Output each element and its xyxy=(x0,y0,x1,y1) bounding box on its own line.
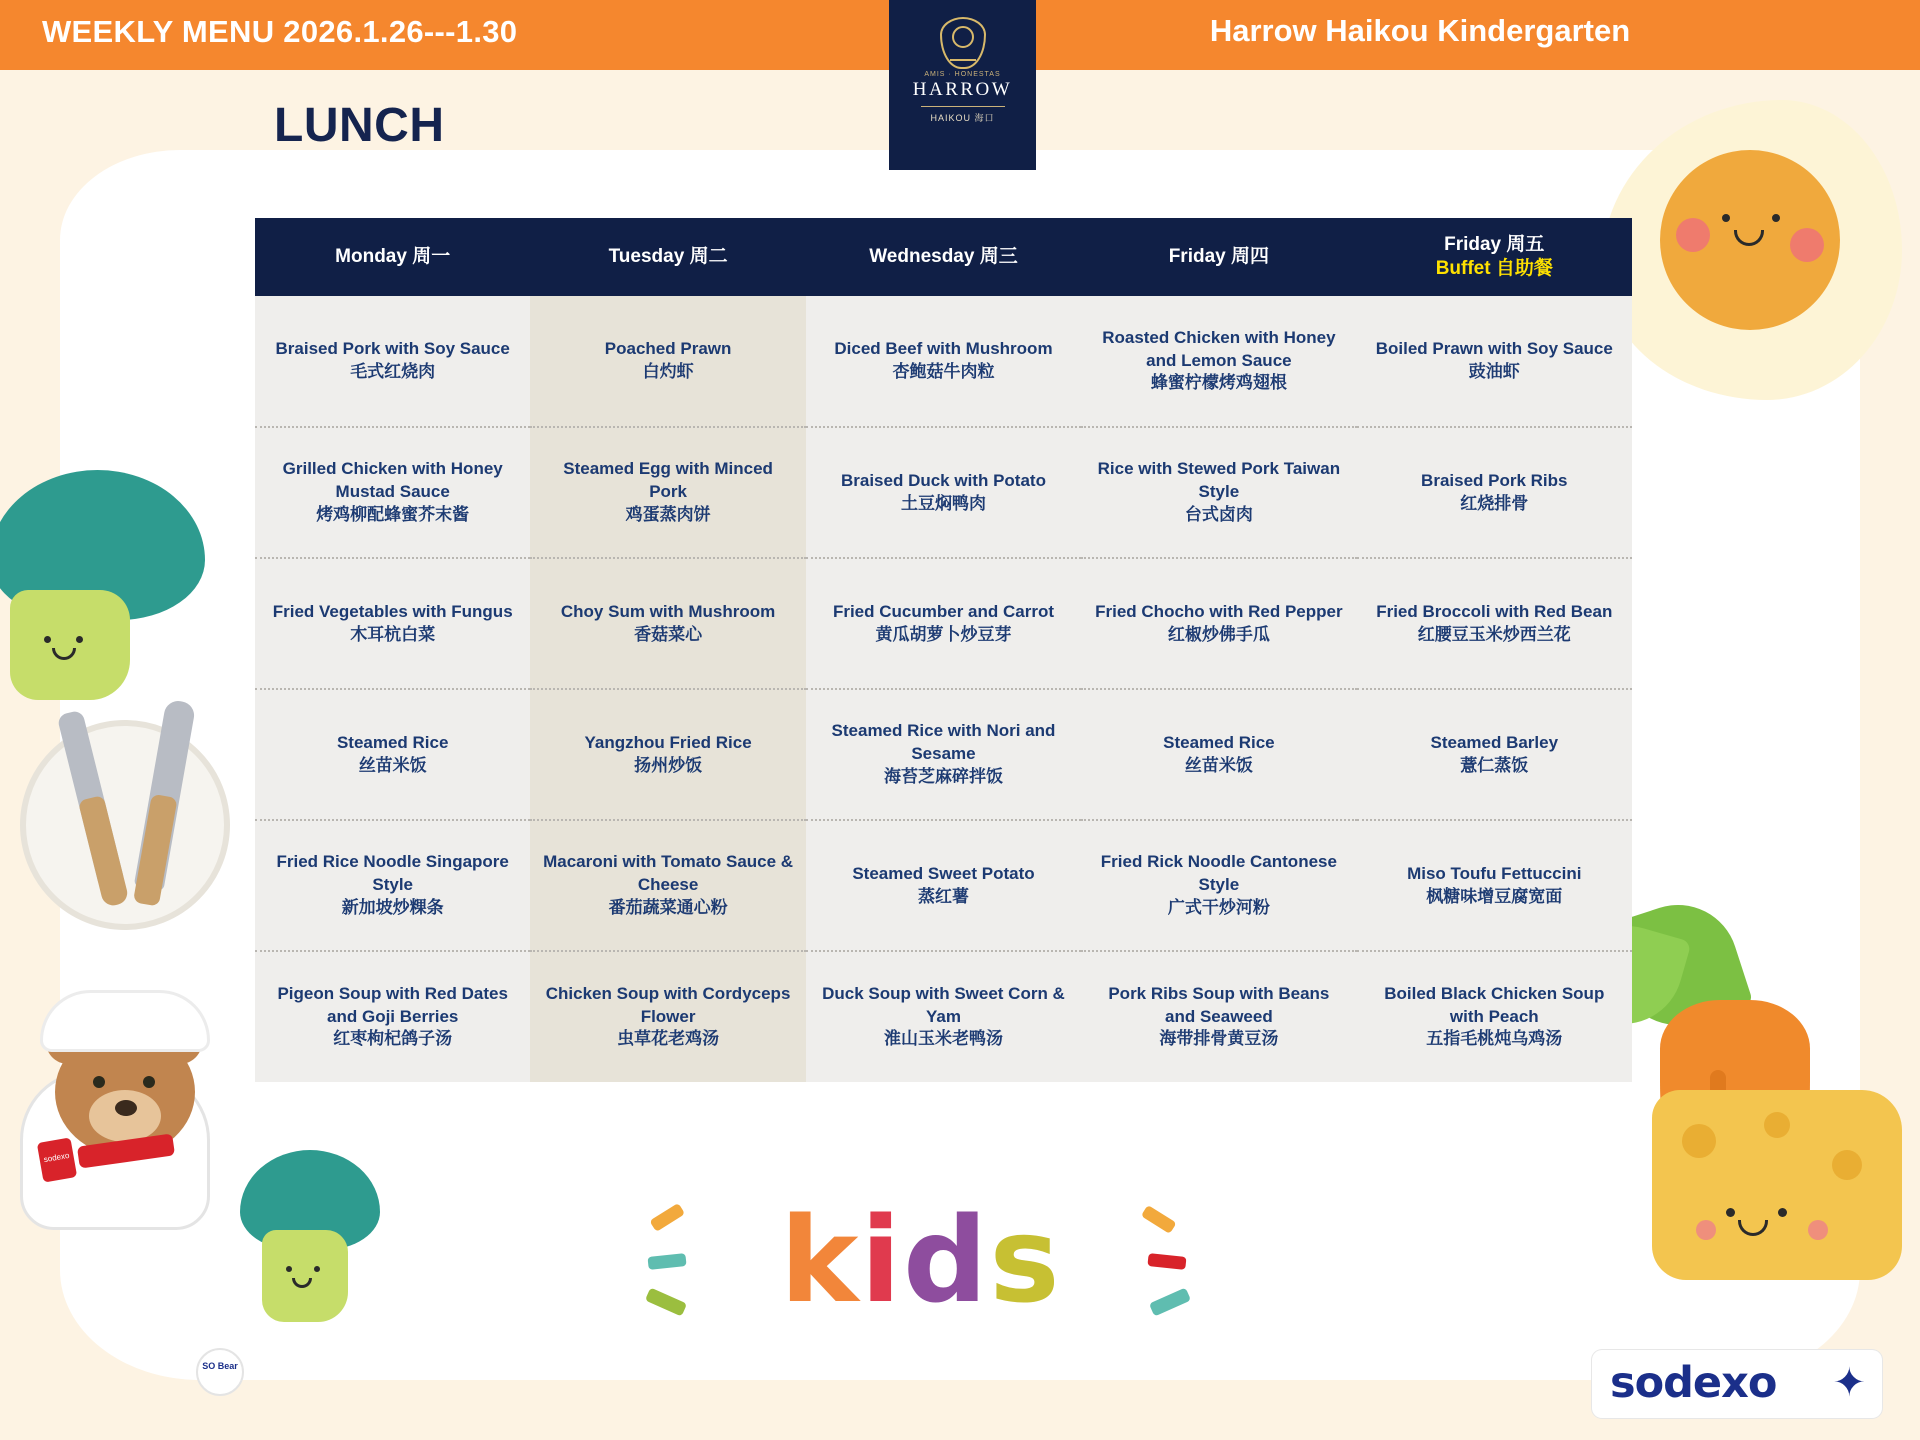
menu-cell: Boiled Prawn with Soy Sauce 豉油虾 xyxy=(1357,296,1632,427)
menu-cell: Chicken Soup with Cordyceps Flower 虫草花老鸡汤 xyxy=(530,951,805,1082)
menu-cell: Steamed Rice 丝苗米饭 xyxy=(1081,689,1356,820)
crest-location: HAIKOU 海口 xyxy=(930,113,995,123)
crest-motto: AMIS · HONESTAS xyxy=(924,71,1001,78)
cheese-character-decoration xyxy=(1652,1090,1902,1280)
crest-name: HARROW xyxy=(912,79,1013,100)
menu-cell: Fried Broccoli with Red Bean 红腰豆玉米炒西兰花 xyxy=(1357,558,1632,689)
menu-cell: Fried Rick Noodle Cantonese Style 广式干炒河粉 xyxy=(1081,820,1356,951)
chef-bear-badge: sodexo xyxy=(37,1137,77,1182)
weekly-menu-title: WEEKLY MENU 2026.1.26---1.30 xyxy=(42,14,518,49)
menu-cell: Macaroni with Tomato Sauce & Cheese 番茄蔬菜通心粉 xyxy=(530,820,805,951)
menu-cell: Poached Prawn 白灼虾 xyxy=(530,296,805,427)
table-row xyxy=(255,689,1632,820)
table-row xyxy=(255,558,1632,689)
menu-table xyxy=(255,218,1632,1082)
table-header-row xyxy=(255,218,1632,296)
menu-cell: Braised Pork with Soy Sauce 毛式红烧肉 xyxy=(255,296,530,427)
menu-cell: Fried Rice Noodle Singapore Style 新加坡炒粿条 xyxy=(255,820,530,951)
menu-cell: Pork Ribs Soup with Beans and Seaweed 海带排骨黄豆汤 xyxy=(1081,951,1356,1082)
menu-cell: Steamed Rice 丝苗米饭 xyxy=(255,689,530,820)
chef-hat-icon xyxy=(40,990,210,1052)
menu-cell: Pigeon Soup with Red Dates and Goji Berries 红枣枸杞鸽子汤 xyxy=(255,951,530,1082)
menu-cell: Steamed Barley 薏仁蒸饭 xyxy=(1357,689,1632,820)
column-header-thursday: Friday 周四 xyxy=(1081,218,1356,296)
menu-cell: Rice with Stewed Pork Taiwan Style 台式卤肉 xyxy=(1081,427,1356,558)
orange-character-decoration xyxy=(1660,150,1840,330)
menu-cell: Yangzhou Fried Rice 扬州炒饭 xyxy=(530,689,805,820)
table-row xyxy=(255,820,1632,951)
column-header-friday-buffet: Friday 周五 Buffet 自助餐 xyxy=(1357,218,1632,296)
kids-letter-s: s xyxy=(989,1191,1062,1329)
menu-cell: Roasted Chicken with Honey and Lemon Sauce 蜂蜜柠檬烤鸡翅根 xyxy=(1081,296,1356,427)
menu-cell: Miso Toufu Fettuccini 枫糖味增豆腐宽面 xyxy=(1357,820,1632,951)
sodexo-logo xyxy=(1592,1350,1882,1418)
menu-cell: Grilled Chicken with Honey Mustad Sauce 烤鸡柳配蜂蜜芥末酱 xyxy=(255,427,530,558)
menu-cell: Braised Pork Ribs 红烧排骨 xyxy=(1357,427,1632,558)
menu-cell: Steamed Sweet Potato 蒸红薯 xyxy=(806,820,1081,951)
column-header-monday: Monday 周一 xyxy=(255,218,530,296)
menu-cell: Fried Vegetables with Fungus 木耳杭白菜 xyxy=(255,558,530,689)
menu-cell: Boiled Black Chicken Soup with Peach 五指毛桃炖乌鸡汤 xyxy=(1357,951,1632,1082)
menu-cell: Fried Chocho with Red Pepper 红椒炒佛手瓜 xyxy=(1081,558,1356,689)
kids-letter-i: i xyxy=(860,1191,903,1329)
menu-cell: Steamed Rice with Nori and Sesame 海苔芝麻碎拌饭 xyxy=(806,689,1081,820)
table-row xyxy=(255,951,1632,1082)
school-name: Harrow Haikou Kindergarten xyxy=(1209,13,1631,48)
crest-shield-icon xyxy=(940,17,986,69)
small-broccoli-face-decoration xyxy=(262,1230,348,1322)
so-bear-tag: SO Bear xyxy=(196,1348,244,1396)
crest-divider xyxy=(921,106,1005,107)
menu-cell: Duck Soup with Sweet Corn & Yam 淮山玉米老鸭汤 xyxy=(806,951,1081,1082)
kids-logo xyxy=(630,1191,1270,1355)
menu-cell: Steamed Egg with Minced Pork 鸡蛋蒸肉饼 xyxy=(530,427,805,558)
table-row xyxy=(255,296,1632,427)
column-header-tuesday: Tuesday 周二 xyxy=(530,218,805,296)
column-header-wednesday: Wednesday 周三 xyxy=(806,218,1081,296)
kids-letter-d: d xyxy=(902,1191,990,1329)
kids-letter-k: k xyxy=(780,1191,861,1329)
page-title: LUNCH xyxy=(274,99,445,152)
menu-cell: Fried Cucumber and Carrot 黄瓜胡萝卜炒豆芽 xyxy=(806,558,1081,689)
menu-table-container xyxy=(255,218,1632,1082)
menu-cell: Braised Duck with Potato 土豆焖鸭肉 xyxy=(806,427,1081,558)
sodexo-star-icon: ✦ xyxy=(1832,1361,1866,1405)
sodexo-wordmark: sodexo xyxy=(1610,1358,1777,1408)
broccoli-face-decoration xyxy=(10,590,130,700)
menu-cell: Diced Beef with Mushroom 杏鲍菇牛肉粒 xyxy=(806,296,1081,427)
menu-cell: Choy Sum with Mushroom 香菇菜心 xyxy=(530,558,805,689)
table-row xyxy=(255,427,1632,558)
harrow-crest-logo xyxy=(889,0,1036,170)
kids-wordmark xyxy=(780,1191,1062,1329)
buffet-label: Buffet 自助餐 xyxy=(1435,258,1553,279)
